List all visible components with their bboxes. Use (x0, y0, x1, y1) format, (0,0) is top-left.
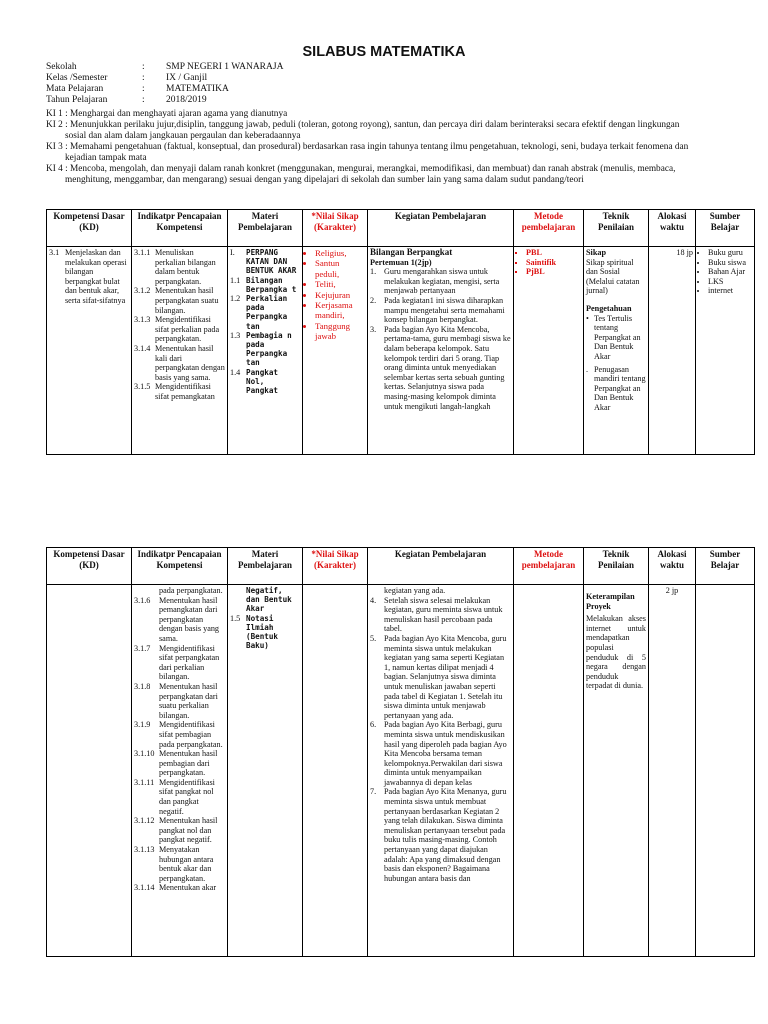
kd-text: Menjelaskan dan melakukan operasi bilangan berpangkat bulat dan bentuk akar, serta sifat-sifatnya (65, 248, 127, 305)
nilai-item: • Religius, (315, 248, 365, 258)
list-item (134, 883, 225, 893)
item-number: 3.1.3 (134, 315, 151, 325)
item-number: 2. (370, 295, 377, 305)
page-title: SILABUS MATEMATIKA (302, 44, 466, 60)
ipk-cell (132, 247, 228, 455)
header-kd: Kompetensi Dasar (KD) (47, 210, 132, 247)
ki-code: KI 3 : (46, 142, 68, 152)
table-header-row (47, 548, 755, 585)
header-kegiatan: Kegiatan Pembelajaran (368, 210, 514, 247)
list-item (134, 816, 225, 845)
sumber-cell (696, 247, 755, 455)
item-number: 3.1.11 (134, 777, 155, 787)
ki-continuation: sosial dan alam dalam jangkauan pergaulan dan keberadaannya (65, 131, 301, 141)
item-number: 3.1.1 (134, 248, 151, 257)
item-number: 3.1.5 (134, 382, 151, 392)
materi-number: 1.5 (230, 613, 241, 623)
item-text: Pada bagian Ayo Kita Mencoba, guru meminta siswa untuk melakukan kegiatan yang sama seperti Kegiatan 1, namun kertas dilipat menjadi 4 bagian. Selanjutnya siswa diminta untuk menuliskan jawaban seperti pada tabel di Kegiatan 1. Setelah itu siswa diminta untuk menjawab pertanyaan yang ada. (384, 633, 507, 720)
list-item (134, 344, 225, 382)
info-label: Kelas /Semester (46, 73, 108, 83)
materi-number: 1.2 (230, 294, 241, 304)
nilai-item: • Kerjasama mandiri, (315, 300, 365, 321)
item-text: Menentukan hasil pemangkatan dari perpangkatan dengan basis yang sama. (159, 595, 220, 643)
materi-cell (228, 247, 303, 455)
materi-cell (228, 585, 303, 957)
list-item (134, 778, 225, 816)
info-separator: : (142, 62, 145, 72)
ki-item (46, 120, 758, 142)
kd-number: 3.1 (49, 248, 60, 257)
header-sumber: Sumber Belajar (696, 548, 755, 585)
item-text: Menentukan hasil perpangkatan dari suatu perkalian bilangan. (159, 681, 218, 720)
metode-cell (514, 247, 584, 455)
core-competencies (46, 109, 758, 186)
materi-item (230, 276, 300, 294)
sumber-item: • Buku siswa (708, 258, 752, 268)
metode-cell (514, 585, 584, 957)
alokasi-cell (649, 247, 696, 455)
sumber-item: • internet (708, 286, 752, 296)
header-alokasi: Alokasi waktu (649, 548, 696, 585)
kegiatan-cell (368, 585, 514, 957)
kegiatan-intro: kegiatan yang ada. (384, 586, 446, 595)
syllabus-table-2 (46, 547, 755, 957)
sumber-item: • LKS (708, 277, 752, 287)
sumber-item: • Buku guru (708, 248, 752, 258)
header-alokasi: Alokasi waktu (649, 210, 696, 247)
header-materi: Materi Pembelajaran (228, 548, 303, 585)
list-item (370, 634, 511, 720)
list-item (134, 248, 225, 286)
materi-text: Bilangan Berpangka t (246, 275, 297, 294)
nilai-item: • Tanggung jawab (315, 321, 365, 342)
info-row (46, 73, 283, 84)
info-separator: : (142, 73, 145, 83)
list-item (134, 596, 225, 644)
info-label: Mata Pelajaran (46, 84, 104, 94)
nilai-item: • Teliti, (315, 279, 365, 289)
item-number: 7. (370, 787, 377, 797)
info-separator: : (142, 84, 145, 94)
metode-item: ▪ PjBL (526, 267, 581, 277)
ki-continuation: kejadian tampak mata (65, 153, 147, 163)
materi-item (230, 614, 300, 651)
info-value: IX / Ganjil (166, 73, 208, 83)
materi-number (230, 586, 246, 614)
materi-number: 1.4 (230, 367, 241, 377)
item-number: 3.1.13 (134, 845, 155, 855)
header-metode: Metode pembelajaran (514, 210, 584, 247)
nilai-item: • Santun peduli, (315, 258, 365, 279)
item-text: Menyatakan hubungan antara bentuk akar dan perpangkatan. (159, 845, 214, 883)
table-row (47, 585, 755, 957)
item-number: 4. (370, 595, 377, 605)
header-ipk: Indikatpr Pencapaian Kompetensi (132, 210, 228, 247)
item-text: Mengidentifikasi sifat pembagian pada perpangkatan. (159, 720, 223, 749)
item-number: 3. (370, 324, 377, 334)
teknik-item (586, 365, 646, 413)
materi-item (230, 331, 300, 368)
alokasi-value: 18 jp (676, 248, 693, 257)
materi-text: Pembagia n pada Perpangka tan (246, 330, 292, 368)
ki-line (46, 109, 758, 120)
teknik-cell (584, 585, 649, 957)
info-row (46, 95, 283, 106)
item-text: Mengidentifikasi sifat perkalian pada perpangkatan. (155, 315, 220, 344)
item-number: 3.1.6 (134, 595, 151, 605)
teknik-bullet: • (586, 313, 589, 323)
item-text: Pada bagian Ayo Kita Mencoba, pertama-tama, guru membagi siswa ke dalam beberapa kelompok. Satu kelompok terdiri dari 5 orang. Tiap orang diminta untuk menyediakan selembar kertas serta sebuah gunting kertas. Selanjutnya siswa pada masing-masing kelompok diminta untuk mengikuti langah-langkah (384, 324, 511, 411)
table-header-row (47, 210, 755, 247)
teknik-title: Sikap (586, 248, 607, 257)
item-text: Menentukan hasil perpangkatan suatu bilangan. (155, 286, 219, 315)
teknik-desc: Melakukan akses internet untuk mendapatkan populasi penduduk di 5 negara dengan penduduk terpadat di dunia. (586, 614, 646, 691)
ki-code: KI 2 : (46, 120, 68, 130)
header-nilai: *Nilai Sikap (Karakter) (303, 548, 368, 585)
alokasi-cell (649, 585, 696, 957)
list-item (134, 720, 225, 749)
item-text: Pada kegiatan1 ini siswa diharapkan mampu mengetahui serta memahami konsep bilangan berpangkat. (384, 295, 505, 325)
teknik-desc: Sikap spiritual dan Sosial (Melalui catatan jurnal) (586, 257, 640, 296)
list-item (370, 267, 511, 296)
list-item (134, 682, 225, 720)
info-value: SMP NEGERI 1 WANARAJA (166, 62, 284, 72)
sumber-item: • Bahan Ajar (708, 267, 752, 277)
list-item (134, 749, 225, 778)
item-text: Menentukan hasil kali dari perpangkatan dengan basis yang sama. (155, 343, 225, 382)
nilai-cell (303, 585, 368, 957)
ki-line (46, 164, 758, 175)
kd-cell (47, 247, 132, 455)
list-item (370, 787, 511, 883)
header-kd: Kompetensi Dasar (KD) (47, 548, 132, 585)
materi-item (230, 368, 300, 396)
info-row (46, 62, 283, 73)
ki-line (46, 142, 758, 153)
list-item (134, 315, 225, 344)
item-text: Menentukan akar (159, 883, 217, 893)
materi-text: PERPANG KATAN DAN BENTUK AKAR (246, 248, 297, 276)
school-info (46, 62, 283, 106)
header-kegiatan: Kegiatan Pembelajaran (368, 548, 514, 585)
item-text: Setelah siswa selesai melakukan kegiatan, guru meminta siswa untuk menuliskan hasil percobaan pada tabel. (384, 595, 503, 634)
item-text: Mengidentifikasi sifat pemangkatan (155, 382, 215, 401)
materi-number: I. (230, 248, 235, 257)
item-text: Pada bagian Ayo Kita Menanya, guru meminta siswa untuk membuat pertanyaan berdasarkan Kegiatan 2 yang telah dilakukan. Siswa diminta menuliskan pertanyaan tersebut pada buku tulis masing-masing. Contoh pertanyaan yang dapat diajukan adalah: Apa yang dimaksud dengan basis dan eksponen? Bagaimana hubungan antara basis dan (384, 787, 507, 883)
item-text: Menentukan hasil pangkat nol dan pangkat negatif. (159, 816, 218, 845)
info-label: Sekolah (46, 62, 77, 72)
item-number: 6. (370, 720, 377, 730)
materi-text: Pangkat Nol, Pangkat (246, 367, 279, 396)
alokasi-value: 2 jp (665, 586, 679, 595)
ki-text: Mencoba, mengolah, dan menyaji dalam ranah konkret (menggunakan, mengurai, merangkai, memodifikasi, dan membuat) dan ranah abstrak (menulis, membaca, (70, 164, 676, 174)
list-item (134, 382, 225, 401)
list-item (134, 286, 225, 315)
teknik-cell (584, 247, 649, 455)
metode-item: ▪ PBL (526, 248, 581, 258)
teknik-title-2: Pengetahuan (586, 303, 632, 313)
teknik-item-text: Tes Tertulis tentang Perpangkat an Dan Bentuk Akar (594, 313, 641, 361)
item-number: 1. (370, 267, 377, 277)
teknik-item (586, 314, 646, 362)
list-item (370, 296, 511, 325)
teknik-item-text: Penugasan mandiri tentang Perpangkat an Dan Bentuk Akar (594, 364, 646, 412)
ki-line (46, 120, 758, 131)
ki-code: KI 1 : (46, 109, 68, 119)
ki-text: Menghargai dan menghayati ajaran agama yang dianutnya (70, 109, 288, 119)
materi-text: Perkalian pada Perpangka tan (246, 294, 288, 331)
materi-item (230, 294, 300, 331)
ki-code: KI 4 : (46, 164, 68, 174)
sumber-cell (696, 585, 755, 957)
ki-item (46, 142, 758, 164)
list-item (370, 596, 511, 634)
item-text: Mengidentifikasi sifat perpangkatan dari perkalian bilangan. (159, 643, 220, 682)
header-metode: Metode pembelajaran (514, 548, 584, 585)
materi-number: 1.1 (230, 275, 241, 285)
item-text: Menuliskan perkalian bilangan dalam bentuk perpangkatan. (155, 248, 216, 286)
teknik-bullet: . (586, 364, 589, 374)
info-value: MATEMATIKA (166, 84, 229, 94)
item-number: 3.1.2 (134, 286, 151, 296)
header-ipk: Indikatpr Pencapaian Kompetensi (132, 548, 228, 585)
header-nilai: *Nilai Sikap (Karakter) (303, 210, 368, 247)
ki-item (46, 109, 758, 120)
list-item (370, 720, 511, 787)
header-teknik: Teknik Penilaian (584, 210, 649, 247)
item-number: 3.1.8 (134, 681, 151, 691)
item-number: 3.1.10 (134, 749, 155, 759)
item-text: Pada bagian Ayo Kita Berbagi, guru meminta siswa untuk mendiskusikan hasil yang diperoleh pada bagian Ayo Kita Mencoba bersama teman kelompoknya.Perwakilan dari siswa diminta untuk menyampaikan jawabannya di depan kelas (384, 720, 507, 787)
info-value: 2018/2019 (166, 95, 207, 105)
list-item (134, 586, 225, 596)
ki-text: Memahami pengetahuan (faktual, konseptual, dan prosedural) berdasarkan rasa ingin tahunya tentang ilmu pengetahuan, teknologi, seni, budaya terkait fenomena dan (70, 142, 689, 152)
list-item (134, 644, 225, 682)
ki-item (46, 164, 758, 186)
materi-text: Notasi Ilmiah (Bentuk Baku) (246, 613, 279, 651)
ki-continuation: menghitung, menggambar, dan mengarang) sesuai dengan yang dipelajari di sekolah dan sumber lain yang sama dalam sudut pandang/teori (65, 175, 584, 185)
kd-cell (47, 585, 132, 957)
materi-number: 1.3 (230, 330, 241, 340)
teknik-title: Keterampilan Proyek (586, 592, 635, 611)
item-number: 3.1.7 (134, 643, 151, 653)
nilai-item: • Kejujuran (315, 290, 365, 300)
header-materi: Materi Pembelajaran (228, 210, 303, 247)
item-number (134, 586, 159, 596)
info-label: Tahun Pelajaran (46, 95, 108, 105)
ipk-cell (132, 585, 228, 957)
table-row (47, 247, 755, 455)
item-number: 3.1.14 (134, 883, 155, 893)
info-separator: : (142, 95, 145, 105)
list-item (134, 845, 225, 883)
item-number: 3.1.12 (134, 816, 155, 826)
materi-item (230, 586, 300, 614)
item-number: 5. (370, 633, 377, 643)
syllabus-table-1 (46, 209, 755, 455)
item-number: 3.1.4 (134, 343, 151, 353)
item-text: Mengidentifikasi sifat pangkat nol dan pangkat negatif. (159, 777, 215, 816)
nilai-cell (303, 247, 368, 455)
materi-item (230, 248, 300, 276)
kegiatan-cell (368, 247, 514, 455)
metode-item: ▪ Saintifik (526, 258, 581, 268)
list-item (370, 325, 511, 411)
item-text: pada perpangkatan. (159, 586, 223, 595)
kegiatan-subtitle: Pertemuan 1(2jp) (370, 257, 432, 267)
header-teknik: Teknik Penilaian (584, 548, 649, 585)
materi-text: Negatif, dan Bentuk Akar (246, 586, 292, 614)
item-text: Guru mengarahkan siswa untuk melakukan kegiatan, mengisi, serta menjawab pertanyaan (384, 267, 500, 296)
item-text: Menentukan hasil pembagian dari perpangkatan. (159, 749, 218, 778)
info-row (46, 84, 283, 95)
ki-text: Menunjukkan perilaku jujur,disiplin, tanggung jawab, peduli (toleran, gotong royong), santun, dan percaya diri dalam berinteraksi secara efektif dengan lingkungan (70, 120, 680, 130)
kegiatan-title: Bilangan Berpangkat (370, 247, 453, 257)
header-sumber: Sumber Belajar (696, 210, 755, 247)
item-number: 3.1.9 (134, 720, 151, 730)
